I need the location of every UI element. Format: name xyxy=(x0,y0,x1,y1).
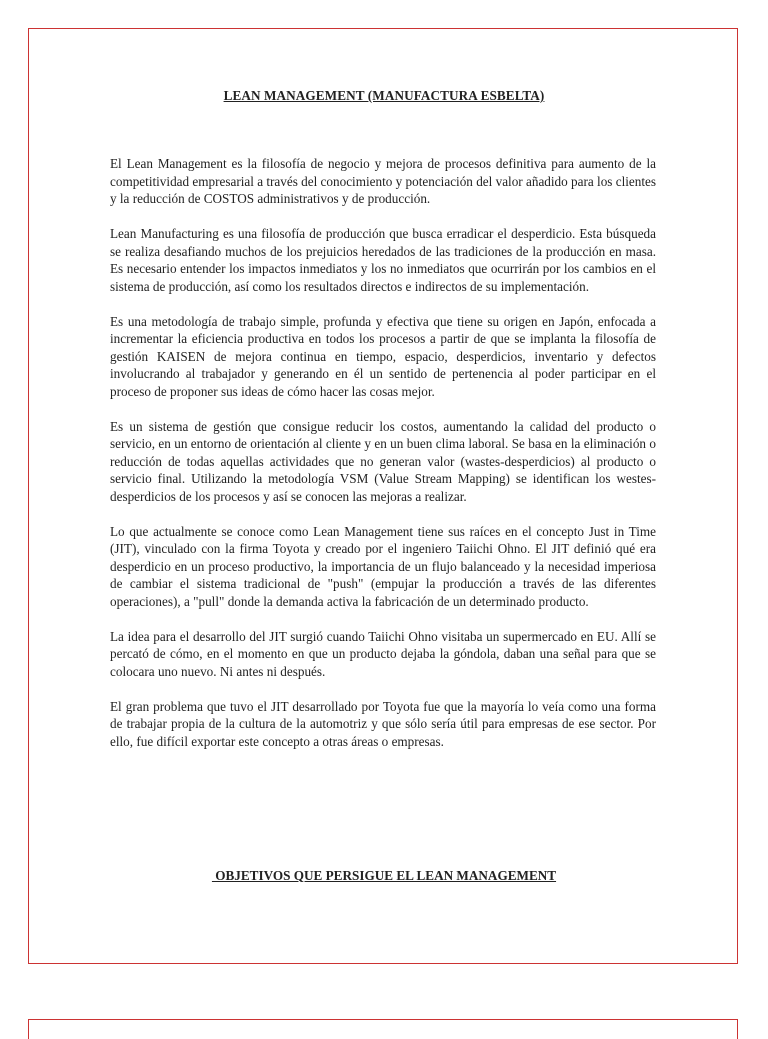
document-title: LEAN MANAGEMENT (MANUFACTURA ESBELTA) xyxy=(223,88,545,103)
paragraph-3: Es una metodología de trabajo simple, profunda y efectiva que tiene su origen en Japón, enfocada a incrementar la eficiencia productiva en todos los procesos a partir de que se implanta la filosofía de gestión KAISEN de mejora continua en tiempo, espacio, desperdicios, inventario y defectos involucrando al trabajador y generando en él un sentido de pertenencia al poder participar en el proceso de proponer sus ideas de cómo hacer las cosas mejor. xyxy=(110,313,656,399)
section-heading-objetivos: OBJETIVOS QUE PERSIGUE EL LEAN MANAGEMENT xyxy=(211,868,557,883)
paragraph-4: Es un sistema de gestión que consigue reducir los costos, aumentando la calidad del producto o servicio, en un entorno de orientación al cliente y en un buen clima laboral. Se basa en la eliminación o reducción de todas aquellas actividades que no generan valor (wastes-desperdicios) al producto o servicio final. Utilizando la metodología VSM (Value Stream Mapping) se identifican los westes-desperdicios de los procesos y así se conocen las mejoras a realizar. xyxy=(110,418,656,504)
paragraph-2: Lean Manufacturing es una filosofía de producción que busca erradicar el desperdicio. Esta búsqueda se realiza desafiando muchos de los prejuicios heredados de las tradiciones de la producción en masa. Es necesario entender los impactos inmediatos y los no inmediatos que ocurrirán por los cambios en el sistema de producción, así como los resultados directos e indirectos de su implementación. xyxy=(110,226,656,294)
next-page-border xyxy=(28,1019,738,1039)
paragraph-5: Lo que actualmente se conoce como Lean Management tiene sus raíces en el concepto Just in Time (JIT), vinculado con la firma Toyota y creado por el ingeniero Taiichi Ohno. El JIT definió qué era desperdicio en un proceso productivo, la importancia de un flujo balanceado y la necesidad imperiosa de cambiar el sistema tradicional de "push" (empujar la producción a través de las diferentes operaciones), a "pull" donde la demanda activa la fabricación de un determinado producto. xyxy=(110,523,656,609)
paragraph-6: La idea para el desarrollo del JIT surgió cuando Taiichi Ohno visitaba un supermercado en EU. Allí se percató de cómo, en el momento en que un producto dejaba la góndola, daban una señal para que se colocara uno nuevo. Ni antes ni después. xyxy=(110,628,656,679)
document-body xyxy=(110,155,656,768)
paragraph-1: El Lean Management es la filosofía de negocio y mejora de procesos definitiva para aumento de la competitividad empresarial a través del conocimiento y potenciación del valor añadido para los clientes y la reducción de COSTOS administrativos y de producción. xyxy=(110,156,656,206)
paragraph-7: El gran problema que tuvo el JIT desarrollado por Toyota fue que la mayoría lo veía como una forma de trabajar propia de la cultura de la automotriz y que sólo sería útil para empresas de ese sector. Por ello, fue difícil exportar este concepto a otras áreas o empresas. xyxy=(110,698,656,749)
